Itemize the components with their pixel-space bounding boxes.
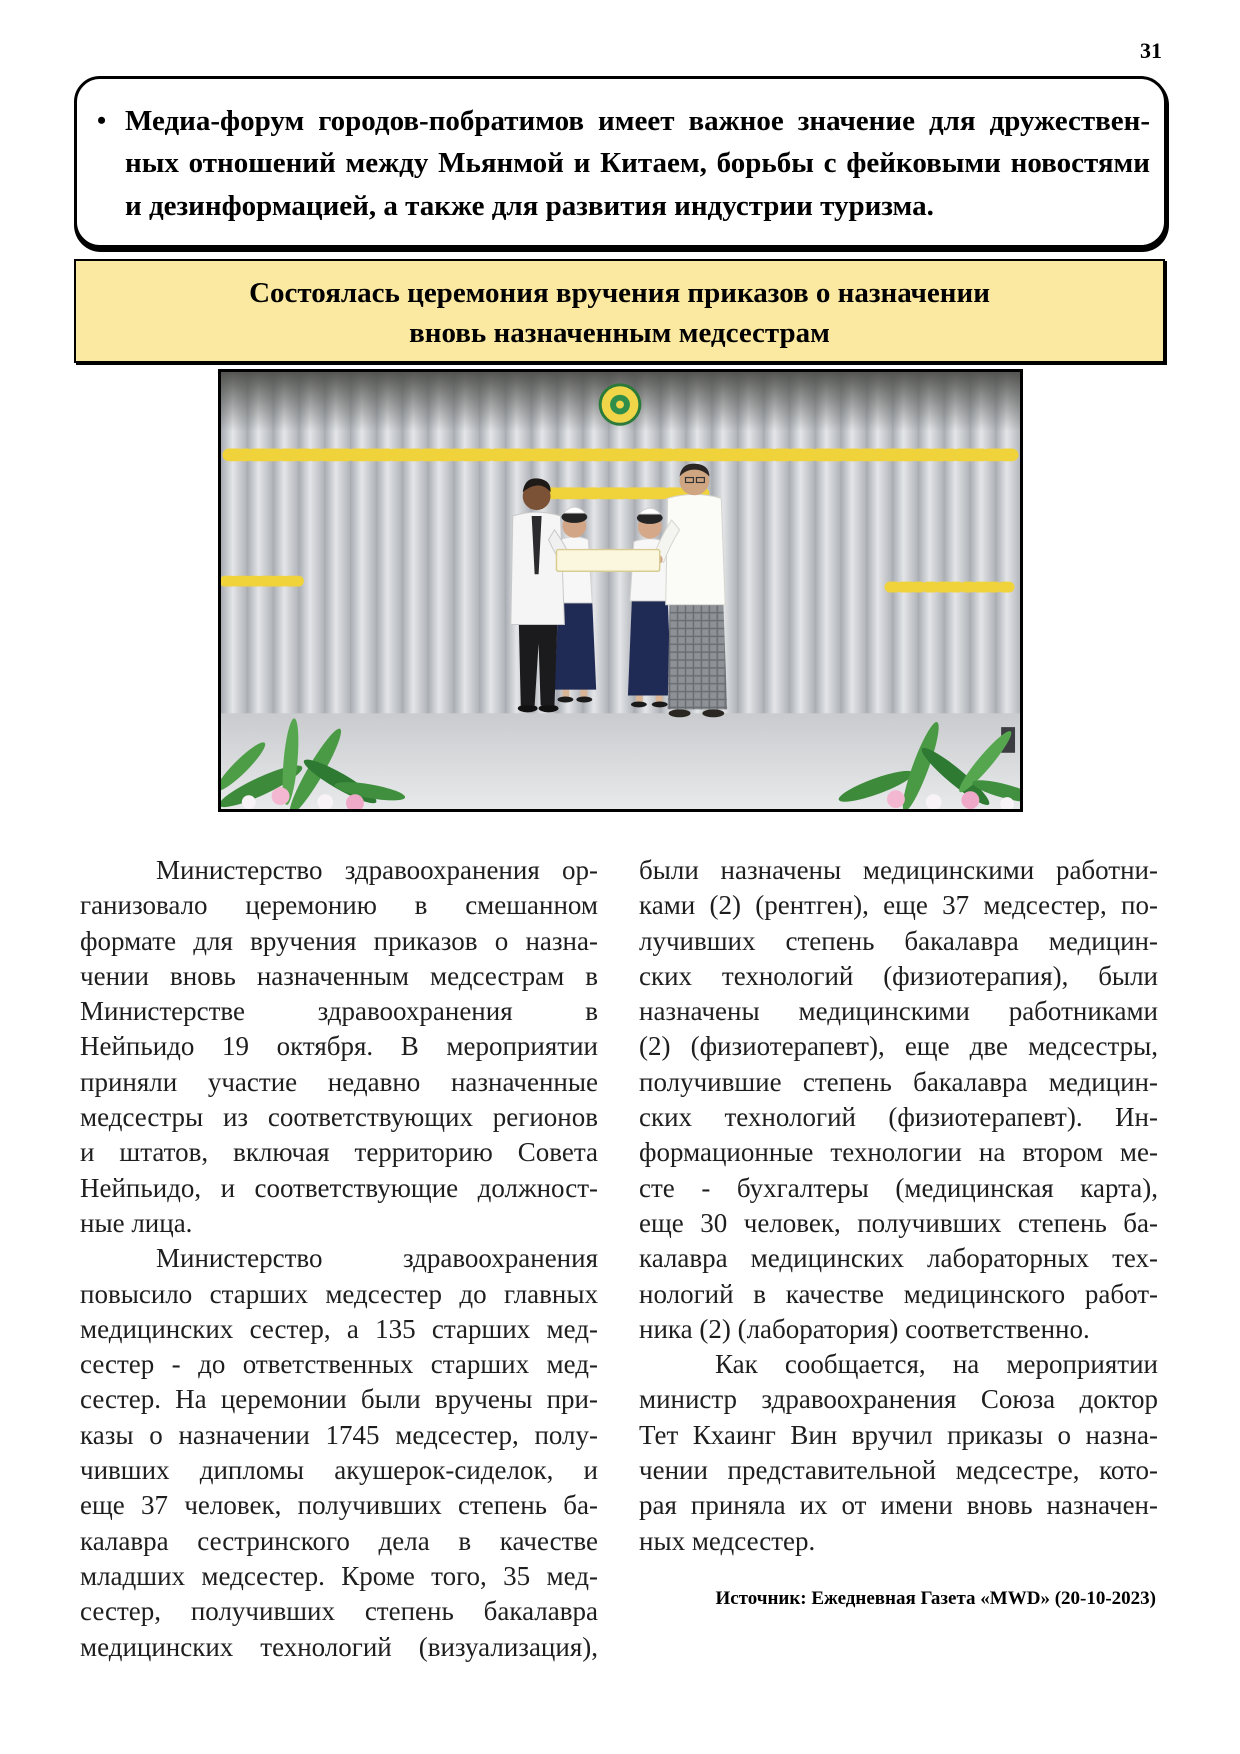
text-line: приняли участие недавно назначенные xyxy=(80,1066,598,1097)
article-column-right xyxy=(639,853,1158,1559)
text-line: Министерстве здравоохранения в xyxy=(80,996,598,1027)
text-line: нологий в качестве медицинского работ- xyxy=(639,1278,1158,1309)
text-line: рая приняла их от имени вновь назначен- xyxy=(639,1490,1158,1521)
article-headline xyxy=(74,259,1165,363)
ceremony-photo-image xyxy=(221,372,1020,809)
text-line: чивших дипломы акушерок-сиделок, и xyxy=(80,1455,598,1486)
text-line: ками (2) (рентген), еще 37 медсестер, по- xyxy=(639,890,1158,921)
text-line: ные лица. xyxy=(80,1207,193,1238)
text-line: сестер, получивших степень бакалавра xyxy=(80,1596,598,1627)
text-line: еще 30 человек, получивших степень ба- xyxy=(639,1207,1158,1238)
text-line: министр здравоохранения Союза доктор xyxy=(639,1384,1158,1415)
text-line: калавра сестринского дела в качестве xyxy=(80,1525,598,1556)
text-line: формате для вручения приказов о назна- xyxy=(80,925,598,956)
text-line: и штатов, включая территорию Совета xyxy=(80,1137,598,1168)
appointment-certificate xyxy=(556,550,659,572)
bullet-icon: • xyxy=(97,106,107,135)
text-line: были назначены медицинскими работни- xyxy=(639,855,1158,885)
text-line: лучивших степень бакалавра медицин- xyxy=(639,925,1158,956)
text-line: чении вновь назначенным медсестрам в xyxy=(80,960,598,991)
highlight-text xyxy=(125,100,1150,227)
text-line: калавра медицинских лабораторных тех- xyxy=(639,1243,1158,1274)
text-line: Министерство здравоохранения ор- xyxy=(156,855,598,885)
text-line: медицинских технологий (визуализация), xyxy=(80,1631,598,1662)
text-line: ганизовало церемонию в смешанном xyxy=(80,890,598,921)
text-line: младших медсестер. Кроме того, 35 мед- xyxy=(80,1560,598,1591)
text-line: ских технологий (физиотерапия), были xyxy=(639,960,1158,991)
text-line: медицинских сестер, а 135 старших мед- xyxy=(80,1313,598,1344)
text-line: ских технологий (физиотерапевт). Ин- xyxy=(639,1102,1158,1133)
text-line: Министерство здравоохранения xyxy=(156,1243,598,1274)
text-line: еще 37 человек, получивших степень ба- xyxy=(80,1490,598,1521)
highlight-box xyxy=(74,76,1167,248)
text-line: назначены медицинскими работниками xyxy=(639,996,1158,1027)
headline-line: вновь назначенным медсестрам xyxy=(409,317,830,349)
text-line: (2) (физиотерапевт), еще две медсестры, xyxy=(639,1031,1158,1062)
text-line: чении представительной медсестре, кото- xyxy=(639,1455,1158,1486)
text-line: ника (2) (лаборатория) соответственно. xyxy=(639,1313,1090,1344)
text-line: казы о назначении 1745 медсестер, полу- xyxy=(80,1419,598,1450)
highlight-line: и дезинформацией, а также для развития индустрии туризма. xyxy=(125,189,934,222)
page-number: 31 xyxy=(1140,38,1162,63)
text-line: сте - бухгалтеры (медицинская карта), xyxy=(639,1172,1158,1203)
text-line: сестер - до ответственных старших мед- xyxy=(80,1349,598,1380)
highlight-line: ных отношений между Мьянмой и Китаем, борьбы с фейковыми новостями xyxy=(125,147,1150,180)
text-line: Как сообщается, на мероприятии xyxy=(715,1349,1158,1380)
text-line: Нейпьидо 19 октября. В мероприятии xyxy=(80,1031,598,1062)
text-line: медсестры из соответствующих регионов xyxy=(80,1102,598,1133)
text-line: сестер. На церемонии были вручены при- xyxy=(80,1384,598,1415)
text-line: получившие степень бакалавра медицин- xyxy=(639,1066,1158,1097)
ceremony-photo xyxy=(218,369,1023,812)
text-line: ных медсестер. xyxy=(639,1525,816,1556)
source-credit: Источник: Ежедневная Газета «MWD» (20-10-2023) xyxy=(715,1588,1156,1609)
text-line: Тет Кхаинг Вин вручил приказы о назна- xyxy=(639,1419,1158,1450)
emblem-logo xyxy=(600,385,640,424)
text-line: Нейпьидо, и соответствующие должност- xyxy=(80,1172,598,1203)
highlight-line: Медиа-форум городов-побратимов имеет важное значение для дружествен- xyxy=(125,105,1150,137)
headline-line: Состоялась церемония вручения приказов о назначении xyxy=(249,277,990,309)
text-line: формационные технологии на втором ме- xyxy=(639,1137,1158,1168)
text-line: повысило старших медсестер до главных xyxy=(80,1278,598,1309)
article-column-left xyxy=(80,853,598,1665)
